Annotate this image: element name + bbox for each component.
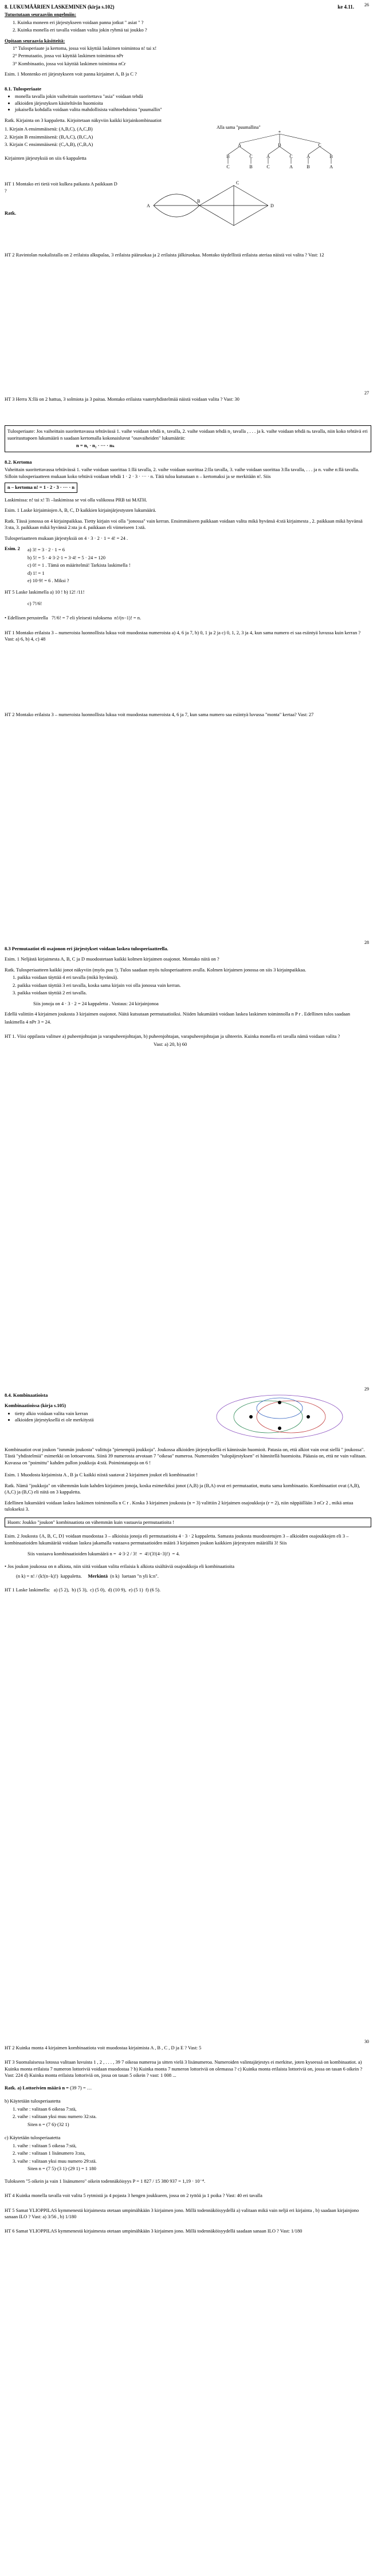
tree-diagram [217, 125, 343, 171]
page-30 [5, 2039, 371, 2236]
example-item: b) 5! = 5 · 4·3·2·1 = 3·4! = 5 · 24 = 120 [28, 554, 106, 560]
page-number: 28 [364, 940, 369, 945]
exercise-ht5c: c) 7!/6! [28, 600, 42, 606]
solution-c-answer: Siten n = (7 5)·(3 1)·(29 1) = 1 180 [28, 2166, 96, 2172]
tree-node: C [249, 154, 253, 160]
example-item: a) 3! = 3 · 2 · 1 = 6 [28, 547, 65, 553]
tree-node: B [226, 154, 230, 160]
list-item: 2. Kirjain B ensimmäisenä: (B,A,C), (B,C,A) [5, 133, 93, 140]
solution-1b: Ratk. Tässä jonossa on 4 kirjainpaikkaa. Tietty kirjain voi olla "jonossa" vain kerran. Ensimmäiseen paikkaan voidaan valita mikä hyvänsä 4:stä kirjaimesta , 2. paikkaan mikä hyvänsä 3:sta, 3. paikkaan mikä hyvänsä 2:sta ja 4. paikkaan eli viimeiseen 1:stä. [5, 517, 363, 531]
permutation-calc: Siis jonoja on 4 · 3 · 2 = 24 kappaletta . Vastaus: 24 kirjainjonoa [33, 1000, 159, 1006]
tree-node: A [289, 164, 293, 170]
permutation-note: • Edellisen perusteella 7!/6! = 7 eli yleisesti tuloksena n!/(n−1)! = n. [5, 615, 142, 621]
ball-diagram [205, 1391, 354, 1443]
route-map [142, 180, 280, 231]
solution-b-answer: Siten n = (7 6)·(32 1) [28, 2121, 69, 2127]
note-box: Huom: Joukko "joukon" kombinaatiota on vähemmän kuin vastaavia permutaatioita ! [5, 1518, 371, 1527]
concept-item: 3° Kombinaatio, jossa voi käyttää laskimen toimintoa nCr [13, 60, 126, 66]
calculator-note: Laskimissa: n! tai x! Ti –laskimissa se voi olla valikossa PRB tai MATH. [5, 496, 147, 503]
solution-1: Ratk. Kirjainta on 3 kappaletta. Kirjoitetaan näkyviin kaikki kirjainkombinaatiot [5, 117, 162, 123]
permutation-text: Edellä valittiin 4 kirjaimen joukosta 3 kirjaimen osajonot. Näitä kutsutaan permutaatioiksi. Niiden lukumäärä voidaan laskea laskimen toiminnolla n P r . Edellinen tulos saadaan [5, 1011, 351, 1017]
example-item: c) 0! = 1 . Tämä on määritelmä! Tarkista laskimella ! [28, 562, 131, 568]
page-number: 30 [364, 2039, 369, 2044]
exercise-ht4e: HT 4 Kuinka monella tavalla voit valita 5 rytmistä ja 4 pojasta 3 hengen joukkueen, jossa on 2 tyttöä ja 1 poika ? Vast: 40 eri tavalla [5, 2192, 262, 2199]
example-2b: Esim. 2 a) 3! = 3 · 2 · 1 = 6 b) 5! = 5 · 4·3·2·1 = 3·4! = 5 · 24 = 120 c) 0! = 1 . Tämä on määritelmä! Tarkista laskimella ! d) 1! = 1 e) 10·9! = 6 . Miksi ? [5, 546, 131, 583]
chapter-title: 8. LUKUMÄÄRIEN LASKEMINEN (kirja s.102) [5, 4, 115, 10]
list-item: 1. vaihe : valitaan 5 oikeaa 7:stä, [13, 2142, 77, 2148]
factorial-definition: n – kertoma n! = 1 · 2 · 3 · ··· · n [5, 483, 77, 492]
exercise-ht3e: HT 3 Suomalaisessa lotossa valitaan luvuista 1 , 2 , . . . , 39 7 oikeaa numeroa ja sitten vielä 3 lisänumeroa. Numeroiden valintajärjestys ei merkitse, joten kyseessä on kombinaatiot. a) Kuinka monta erilaista 7 numeron lottoriviä voidaan muodostaa ? b) Kuinka monta 7 numeron lottoriviä on olemassa ? c) Kuinka monta erilaista lottoriviä on, jossa on tasan 6 oikein ? Vast: 224 d) Kuinka monta erilaista lottoriviä on, jossa on tasan 5 oikein ? vast: 1 008 ... [5, 2059, 363, 2079]
solution-block [5, 125, 371, 171]
tree-node: B [278, 143, 281, 148]
exercise-ht2: HT 2 Ravintolan ruokalistalla on 2 erilaista alkupalaa, 3 erilaista pääruokaa ja 2 erilaista jälkiruokaa. Montako täydellistä erilaista ateriaa näistä voi valita ? Vast: 12 [5, 252, 324, 258]
tree-node: A [329, 164, 333, 170]
exercise-ht5e: HT 5 Samat YLIOPPILAS kymmenestä kirjaimesta otetaan umpimähkään 3 kirjaimen jono. Millä todennäköisyydellä a) valitaan mikä vain neljä eri kirjainta , b) saadaan kirjainjono sanaan ILO ? Vast: a) 3/56 , b) 1/180 [5, 2207, 359, 2219]
example-1b: Esim. 1 Laske kirjaimiojen A, B, C, D kaikkien kirjainjärjestysten lukumäärä. [5, 507, 156, 513]
bullet: • tietty alkio voidaan valita vain kerran [15, 1411, 194, 1417]
bullet: • alkioiden järjestyksellä ei ole merkitystä [15, 1417, 194, 1423]
tree-label: Alla sama "puumallina" [217, 125, 261, 131]
combination-heading: Kombinaatioissa (kirja s.105) [5, 1402, 66, 1409]
map-label: D [270, 203, 274, 209]
chapter-header [5, 3, 371, 10]
solution-c: c) Käytetään tulosperiaatetta [5, 2135, 61, 2141]
solution-a: Ratk. a) Lottorivien määrä n = (39 7) = … [5, 2084, 92, 2091]
page-number: 29 [364, 1386, 369, 1392]
combination-intro [5, 1391, 371, 1443]
concept-item: 2° Permutaatio, jossa voi käyttää laskimen toimintoa nPr [13, 53, 124, 59]
exercise-ht2e: HT 2 Kuinka monta 4 kirjaimen kombinaatiota voit muodostaa kirjaimista A , B , C , D ja E ? Vast: 5 [5, 2045, 202, 2050]
permutation-text-b: laskimella 4 nPr 3 = 24. [5, 1018, 52, 1025]
bullet: • alkioiden järjestyksen käsiteltävän huomioita [15, 100, 371, 106]
section-bullets [15, 93, 371, 113]
tree-node: A [266, 154, 270, 160]
list-item: 3. paikka voidaan täyttää 2 eri tavalla. [13, 990, 87, 996]
exercise-ht1b: HT 1 Montako erilaista 3 – numeroista luonnollista lukua voit muodostaa numeroista a) 4, 6 ja 7, b) 0, 1 ja 2 ja c) 0, 1, 2, 3 ja 4, kun sama numero ei saa esiintyä luvussa kuin kerran ? Vast: a) 6, b) 4, c) 48 [5, 629, 361, 642]
tree-node: C [289, 154, 293, 160]
tree-svg [217, 131, 343, 171]
solution-label: Ratk. [5, 210, 17, 216]
section-8-4: 8.4. Kombinaatioista [5, 1392, 48, 1398]
list-item: 3. Kirjain C ensimmäisenä: (C,A,B), (C,B,A) [5, 141, 93, 148]
product-rule-box [5, 425, 371, 452]
solution-1c: Ratk. Tulosperiaatteen kaikki jonot näkyviin (myös puu !). Tulos saadaan myös tulosperiaatteen avulla. Kolmen kirjaimen jonossa on siis 3 kirjainpaikkaa. [5, 966, 307, 973]
exercise-ht1: HT 1 Montako eri tietä voit kulkea paikasta A paikkaan D ? [5, 181, 117, 193]
list-item: 1. paikka voidaan täyttää 4 eri tavalla (mikä hyvänsä). [13, 974, 119, 981]
tree-node: B [249, 164, 253, 170]
exercise-ht6e: HT 6 Samat YLIOPPILAS kymmenestä kirjaimesta otetaan umpimähkään 3 kirjaimen jono. Millä todennäköisyydellä saadaan sanaan ILO ? Vast: 1/180 [5, 2228, 303, 2234]
example-item: e) 10·9! = 6 . Miksi ? [28, 577, 69, 583]
example-item: d) 1! = 1 [28, 570, 45, 576]
general-formula: (n k) = n! / (k!(n−k)!) kappaletta. Merkintä (n k) luetaan "n yli k:n". [16, 1573, 159, 1579]
list-item: 2. vaihe : valitaan yksi muu numero 32:sta. [13, 2113, 97, 2120]
exercise-ht1c: HT 1. Viisi oppilasta valitsee a) puheenjohtajan ja varapuheenjohtajan, b) puheenjohtajan, varapuheenjohtajan ja sihteerin. Kuinka monella eri tavalla nämä voidaan valita ? [5, 1033, 340, 1040]
product-rule-text: Tulosperiaate: Jos vaiheittain suoritettavassa tehtävässä 1. vaihe voidaan tehdä n₁ tavalla, 2. vaihe voidaan tehdä n₂ tavalla , . . . ja k. vaihe voidaan tehdä nₖ tavalla, niin koko tehtävä eri suoritusttapoen lukumäärä n saadaan kertomalla kokonaisluvut "osavaiheiden" lukumäärät: [7, 428, 368, 441]
page-number: 26 [364, 2, 369, 7]
example-1c: Esim. 1 Neljästä kirjaimesta A, B, C ja D muodostetaan kaikki kolmen kirjaimen osajonot. Montako niitä on ? [5, 956, 219, 962]
tree-node: A [307, 154, 310, 160]
combination-calc: Edellinen lukumäärä voidaan laskea laskimen toiminnolla n C r . Koska 3 kirjaimen joukosta (n = 3) valittiin 2 kirjaimen osajoukkoja (r = 2), niin näppäillään 3 nCr 2 , mikä antaa tulokseksi 3. [5, 1499, 354, 1512]
page-27 [5, 390, 371, 719]
bullet: • jokaisella kohdalla voidaan valita mahdollisista vaihtoehdoista "puumallin" [15, 106, 371, 113]
concept-item: 1° Tulosperiaate ja kertoma, jossa voi käyttää laskimen toimintoa n! tai x! [13, 45, 157, 52]
tree-node: C [226, 164, 230, 170]
intro-item: 2. Kuinka monella eri tavalla voidaan valita jokin ryhmä tai joukko ? [13, 27, 147, 33]
bullet: • monella tavalla jokin vaiheittain suoritettava "asia" voidaan tehdä [15, 93, 371, 100]
exercise-ht1d: HT 1 Laske laskimella: a) (5 2), b) (5 3), c) (5 0), d) (10 9), e) (5 1) f) (6 5). [5, 1586, 161, 1593]
tree-node: B [329, 154, 333, 160]
exercise-ht5: HT 5 Laske laskimella a) 10 ! b) 12! /11! [5, 589, 85, 595]
list-item: 3. vaihe : valitaan yksi muu numero 29:stä. [13, 2158, 97, 2164]
section-8-2: 8.2. Kertoma [5, 459, 32, 465]
chapter-date: ke 4.11. [337, 4, 354, 10]
list-item: 2. paikka voidaan täyttää 3 eri tavalla, koska sama kirjain voi olla jonossa vain kerran. [13, 982, 181, 988]
map-label: C [236, 180, 239, 186]
tree-node: C [266, 164, 270, 170]
tree-node: A [238, 143, 241, 148]
concepts-title: Opitaan seuraavia käsitteitä: [5, 37, 65, 44]
section-text: Vaheittain suoritettavassa tehtävässä 1. vaihe voidaan suorittaa 1:llä tavalla, 2. vaihe voidaan suorittaa 2:lla tavalla, 3. vaihe voidaan suorittaa 3:lla tavalla, . . . ja n. vaihe n:llä tavalla. Silloin tulosperiaatteen mukaan koko tehtävä voidaan tehdä 1 · 2 · 3 · ··· · n. Tätä tuloa kutsutaan n – kertomaksi ja se merkitään n!. Siis [5, 467, 359, 479]
example-1d: Esim. 1 Muodosta kirjaimista A , B ja C kaikki niistä saatavat 2 kirjaimen joukot eli kombinaatiot ! [5, 1472, 198, 1478]
ht1-block [5, 180, 371, 231]
page-29 [5, 1386, 371, 1594]
solution-end: Kirjainten järjestyksiä on siis 6 kappaletta [5, 155, 87, 161]
general-rule: • Jos joukon joukossa on n alkiota, niin siitä voidaan valita erilaisia k alkiota sisältäviä osajoukkoja eli kombinaatioita [5, 1563, 234, 1569]
solution-list [5, 125, 194, 171]
tree-root: * [278, 131, 281, 136]
probability-result: Tulokseen "5 oikein ja vain 1 lisänumero" oikein todennäköisyys P = 1 827 / 15 380 937 = 1,19 · 10⁻⁴. [5, 2178, 206, 2184]
solution-b: b) Käytetään tulosperiaatetta [5, 2098, 61, 2104]
product-calc: Tulosperiaatteen mukaan järjestyksiä on 4 · 3 · 2 · 1 = 4! = 24 . [5, 535, 128, 541]
list-item: 2. vaihe : valitaan 1 lisänumero 3:sta, [13, 2150, 85, 2156]
exercise-ht2b: HT 2 Montako erilaista 3 – numeroista luonnollista lukua voit muodostaa numeroista 4, 6 ja 7, kun sama numero saa esiintyä luvussa "monta" kertaa? Vast: 27 [5, 711, 314, 717]
example-2d: Esim. 2 Joukosta {A, B, C, D} voidaan muodostaa 3 – alkioisia jonoja eli permutaatioita 4 · 3 · 2 kappaletta. Samasta joukosta muodostetujen 3 – alkioiden osajoukkojen eli 3 – kombinaatioiden lukumäärää voidaan laskea jakamalla vastaava permutaatioiden määrä 3 kirjaimen joukon kaikkien järjestysten määrällä 3! Siis [5, 1533, 349, 1546]
tree-node: B [307, 164, 310, 170]
section-8-3: 8.3 Permutaatiot eli osajonon eri järjestykset voidaan laskea tulosperiaatteella. [5, 946, 168, 951]
map-label: B [197, 199, 201, 204]
solution-1d: Ratk. Nämä "joukkoja" on vähemmän kuin kahden kirjaimen jonoja, koska esimerkiksi jonot (A,B) ja (B,A) ovat eri permutaatiot, mutta sama kombinaatio. Kombinaatiot ovat (A,B), (A,C) ja (B,C) eli niitä on 3 kappaletta. [5, 1482, 360, 1495]
section-8-1: 8.1. Tulosperiaate [5, 85, 41, 92]
tree-node: C [318, 143, 321, 148]
page-28 [5, 940, 371, 1049]
intro-title: Tutustutaan seuraaviin ongelmiin: [5, 11, 76, 18]
page-26 [5, 3, 371, 260]
product-rule-formula: n = n₁ · n₂ · ··· · nₖ [76, 442, 115, 449]
exercise-ht3: HT 3 Herra X:llä on 2 hattua, 3 solmiota ja 3 paitaa. Montako erilaista vaatetyhdistelmää näistä voidaan valita ? Vast: 30 [5, 396, 239, 402]
combination-text: Kombinaatiot ovat joukon "ismmän joukosta" valittuja "pienempiä joukkoja". Joukossa alkioiden järjestyksellä ei kännissän huomioit. Patasia on, että alkiot vain ovat siellä " joukossa". Tästä "yhdistelmiä" esimerkki on lottoarvonta. Siinä 39 numerosta arvotaan 7 "oikeaa" numeroa. Numeroiden "tulopäjestyksen" ei hännitellä huomioita. Pääasia on, että ne vain valitaan. Kuvassa on "poimittu" kahden pallon joukkoja 4:stä. Poimintatapoja on 6 ! [5, 1447, 367, 1465]
exercise-answer: Vast: a) 20, b) 60 [154, 1041, 187, 1047]
page-number: 27 [364, 390, 369, 396]
list-item: 1. Kirjain A ensimmäisenä: (A,B,C), (A,C,B) [5, 126, 93, 132]
example-1: Esim. 1 Montenko eri järjestykseen voit panna kirjaimet A, B ja C ? [5, 71, 137, 77]
map-label: A [147, 203, 150, 209]
combination-calc-2: Siis vastaava kombinaatioiden lukumäärä n = 4·3·2 / 3! = 4!/(3!(4−3)!) = 4. [28, 1551, 180, 1557]
list-item: 1. vaihe : valitaan 6 oikeaa 7:stä, [13, 2105, 77, 2112]
intro-item: 1. Kuinka moneen eri järjestykseen voidaan panna jotkut " asiat " ? [13, 19, 144, 25]
